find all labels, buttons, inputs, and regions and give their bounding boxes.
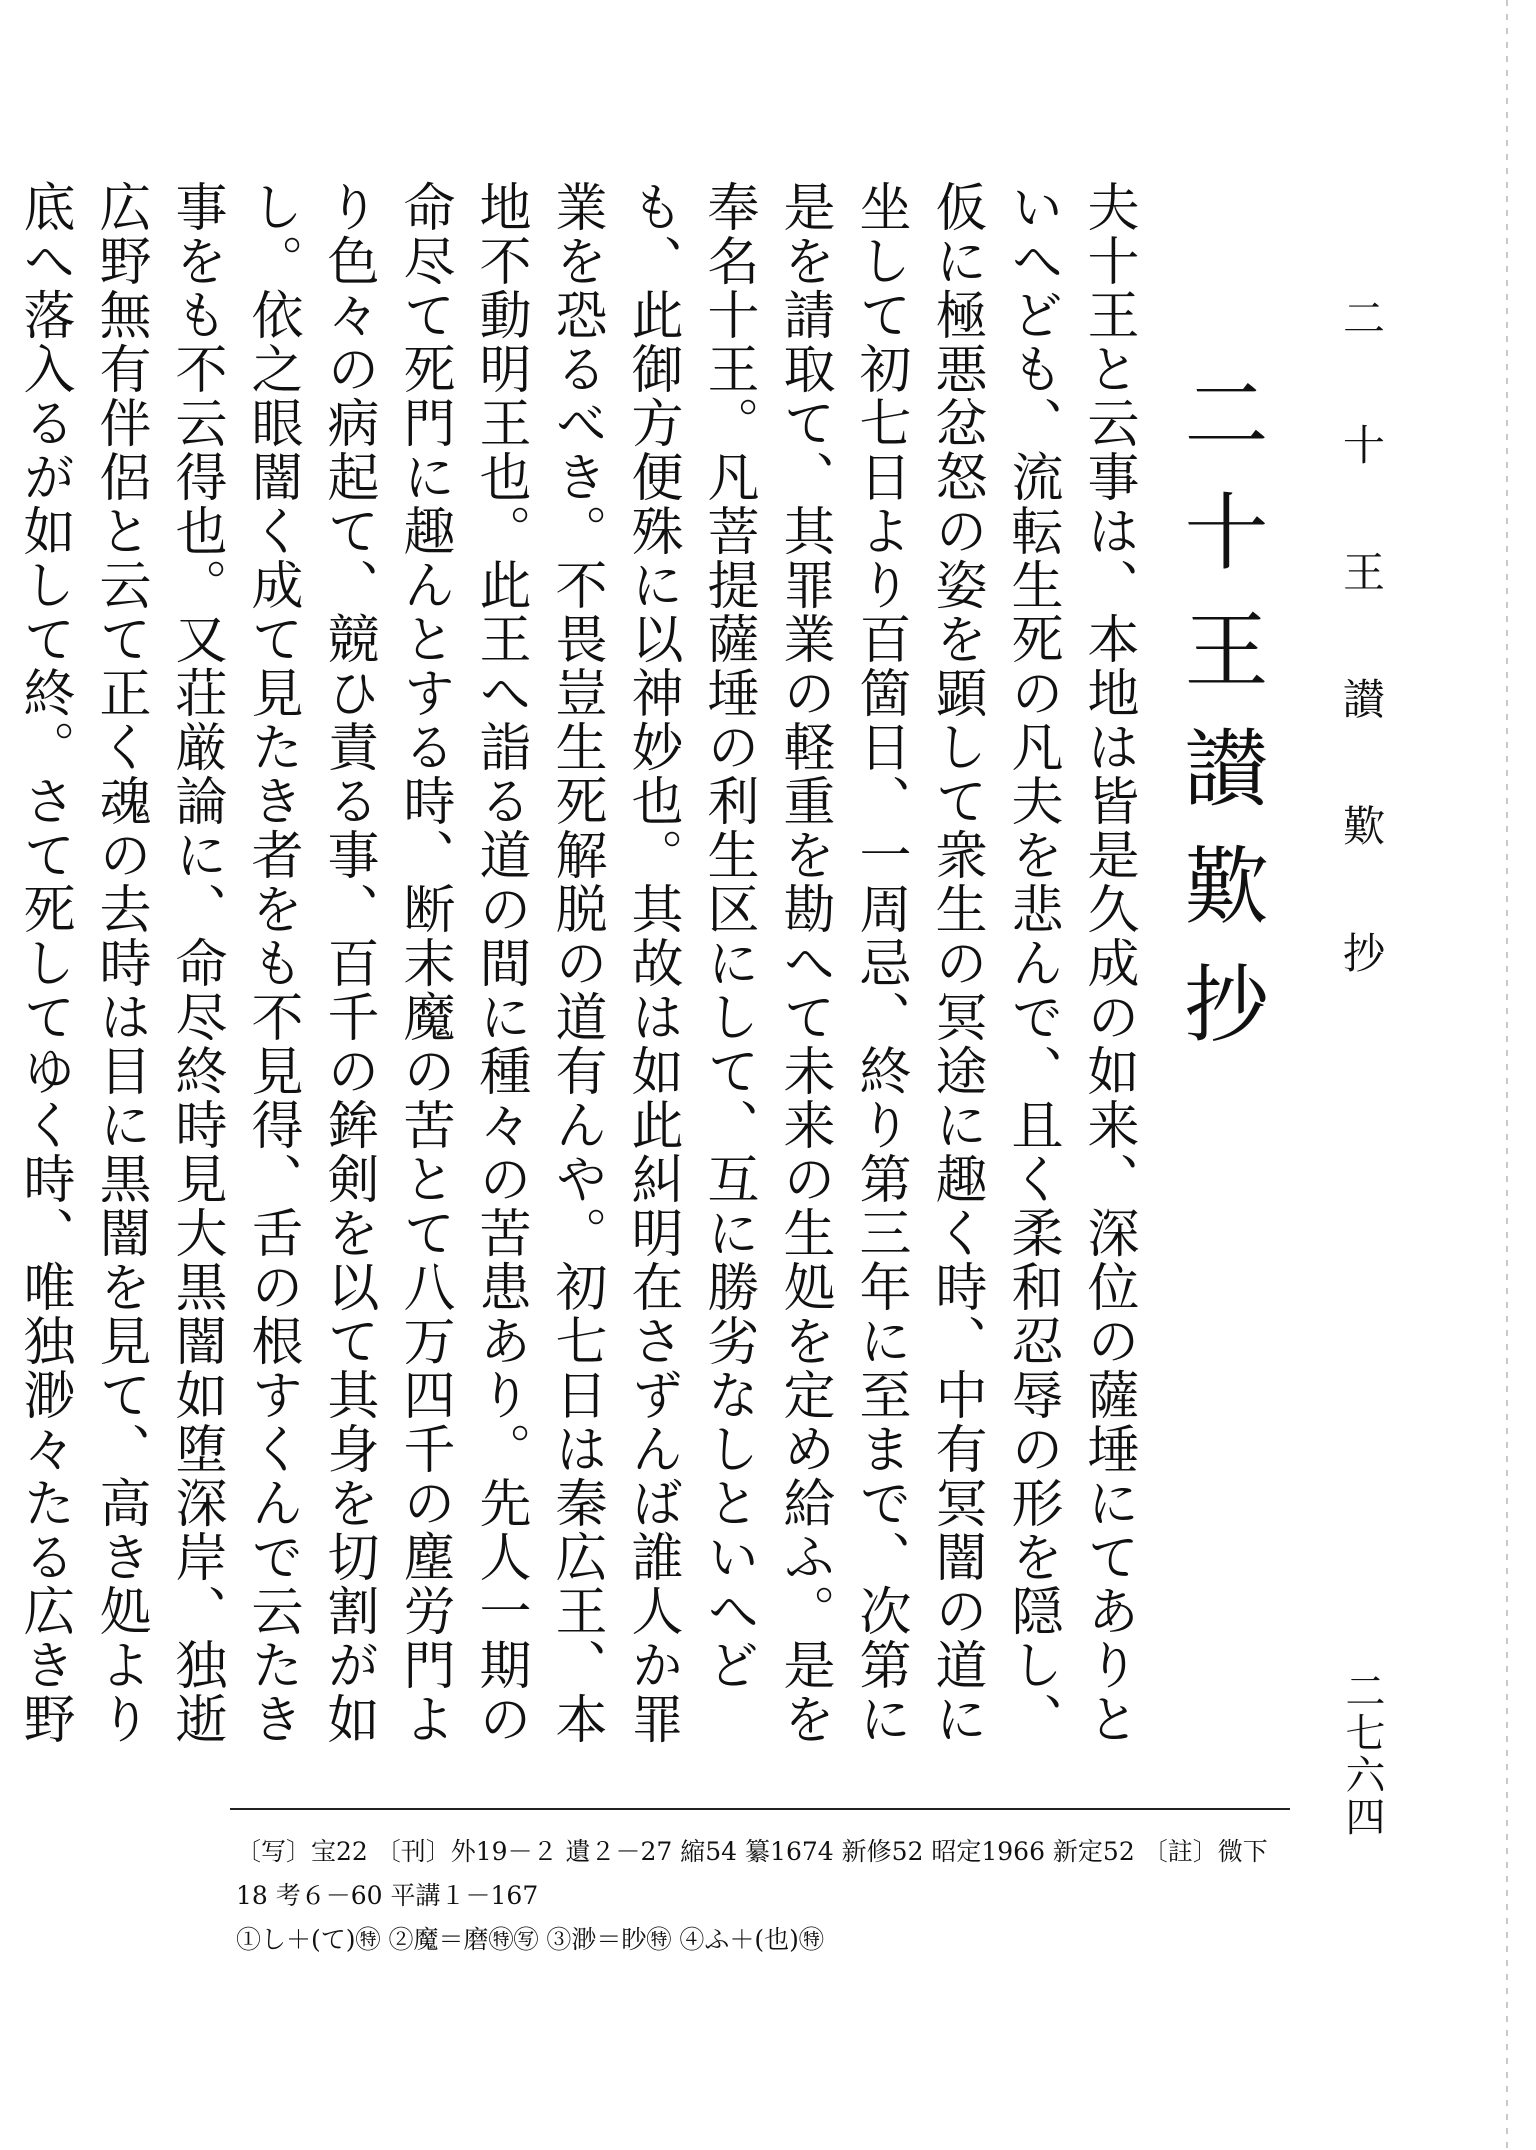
- chapter-title: 二十王讃歎抄: [1171, 370, 1269, 1078]
- footnote-sources-line-1: 〔写〕宝22 〔刊〕外19－２ 遺２－27 縮54 纂1674 新修52 昭定1966 新定52 〔註〕微下: [236, 1837, 1268, 1866]
- page-number: 二七六四: [1339, 1670, 1385, 1838]
- footnotes: [236, 1830, 1296, 1962]
- scan-edge: [1506, 0, 1508, 2150]
- footnote-sources-line-2: 18 考６－60 平講１－167: [236, 1881, 539, 1910]
- footnote-variants: ①し＋(て)㊕ ②魔＝磨㊕㊢ ③渺＝眇㊕ ④ふ＋(也)㊕: [236, 1925, 824, 1954]
- body-paragraph: 夫十王と云事は、本地は皆是久成の如来、深位の薩埵にてありといへども、流転生死の凡夫を悲んで、且く柔和忍辱の形を隠し、仮に極悪忿怒の姿を顕して衆生の冥途に趣く時、中有冥闇の道に坐して初七日より百箇日、一周忌、終り第三年に至まで、次第に是を請取て、其罪業の軽重を勘へて未来の生処を定め給ふ。是を奉名十王。凡菩提薩埵の利生区にして、互に勝劣なしといへども、此御方便殊に以神妙也。其故は如此糾明在さずんば誰人か罪業を恐るべき。不畏豈生死解脱の道有んや。初七日は秦広王、本地不動明王也。此王へ詣る道の間に種々の苦患あり。先人一期の命尽て死門に趣んとする時、断末魔の苦とて八万四千の塵労門より色々の病起て、競ひ責る事、百千の鉾剣を以て其身を切割が如し。依之眼闇く成て見たき者をも不見得、舌の根すくんで云たき事をも不云得也。又荘厳論に、命尽終時見大黒闇如堕深岸、独逝広野無有伴侶と云て正く魂の去時は目に黒闇を見て、高き処より底へ落入るが如して終。さて死してゆく時、唯独渺々たる広き野: [14, 180, 1138, 1746]
- running-head: 二 十 王 讃 歎 抄: [1337, 296, 1386, 991]
- body-text: [14, 180, 1146, 1780]
- footnote-divider: [230, 1808, 1290, 1810]
